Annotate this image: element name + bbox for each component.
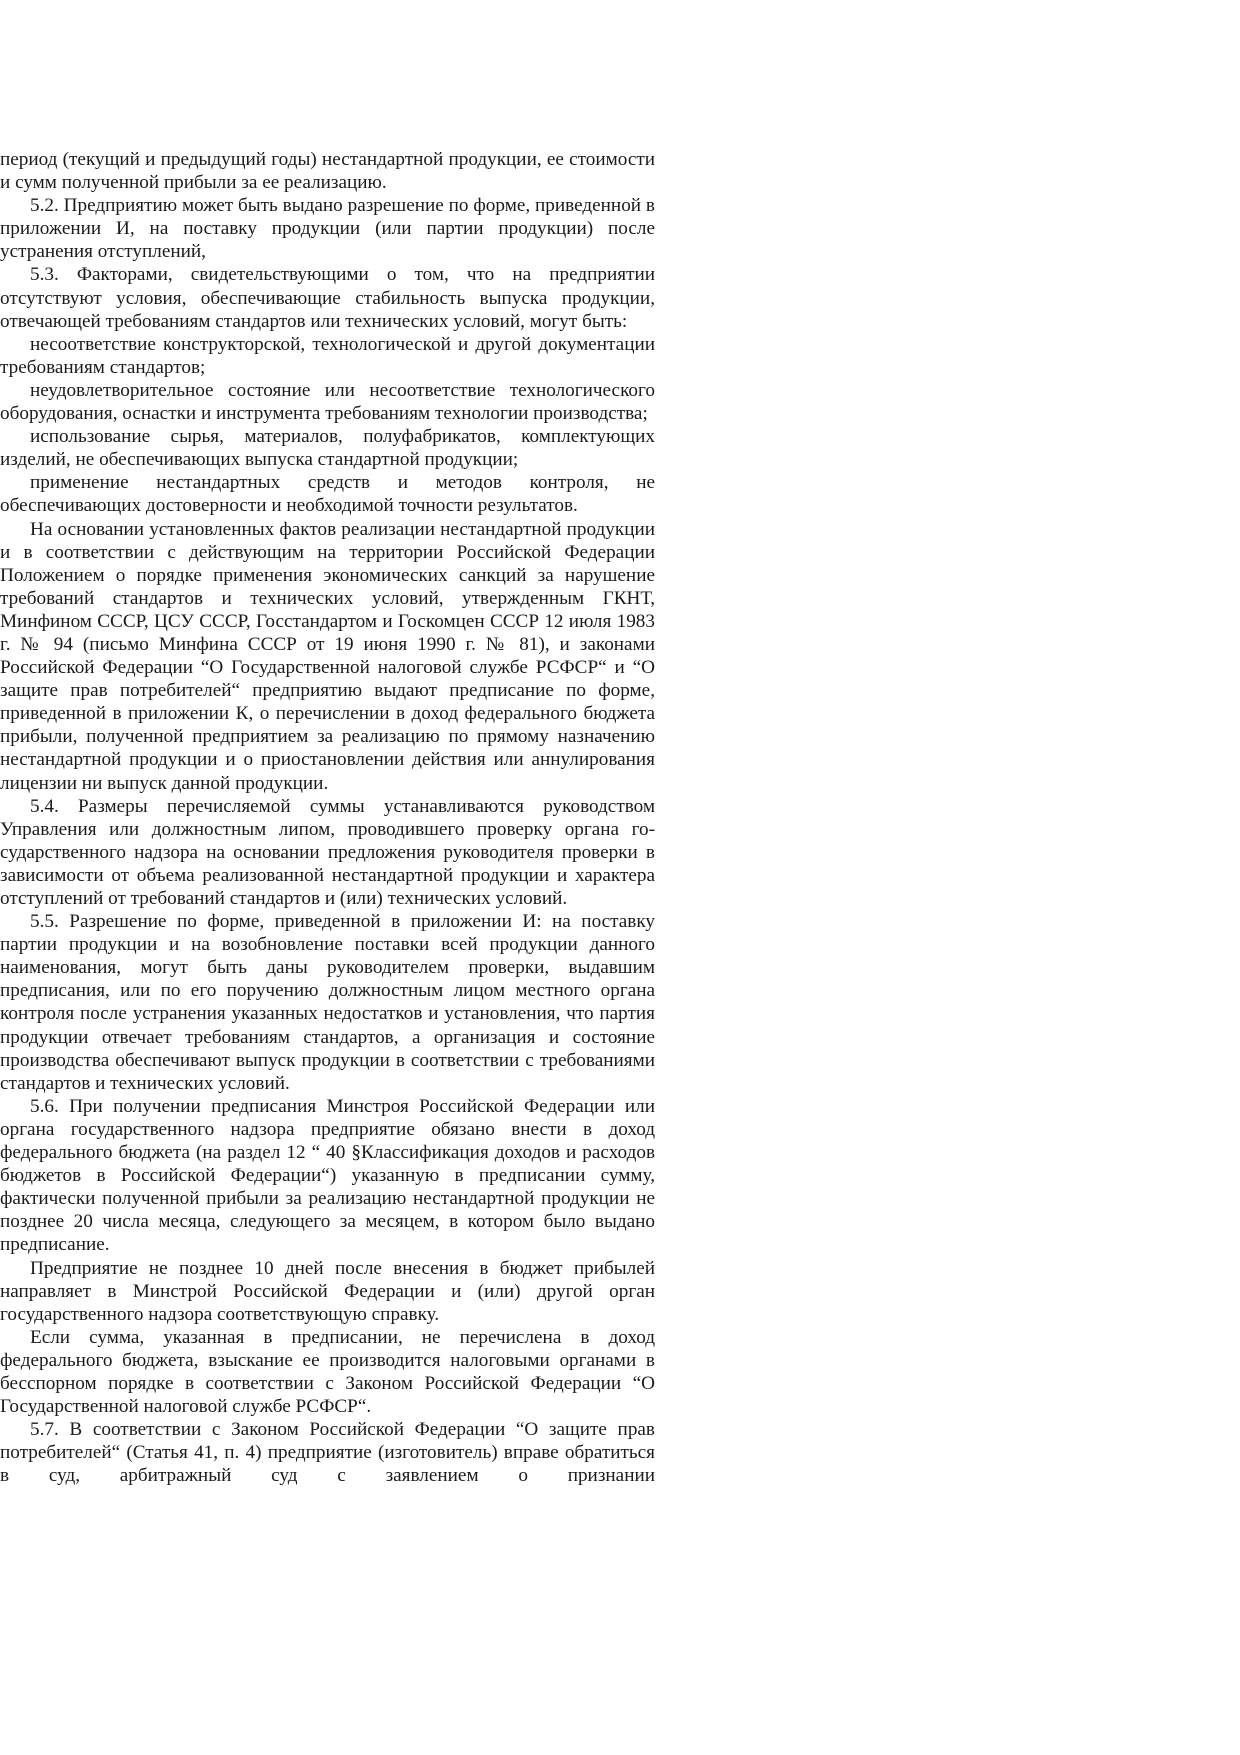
paragraph-sanctions: На основании установленных фактов реализации нестандартной продукции и в соответствии с действующим на территории Российской Федерации Положением о порядке применения экономических санкций за нарушение требований стандартов и технических условий, утвержденным ГКНТ, Минфином СССР, ЦСУ СССР, Госстандартом и Госкомцен СССР 12 июля 1983 г. № 94 (письмо Минфина СССР от 19 июня 1990 г. № 81), и законами Российской Федерации “О Государственной налоговой службе РСФСР“ и “О защите прав потребителей“ предприятию выдают предписание по форме, приведенной в приложении К, о перечислении в доход федерального бюджета прибыли, полученной предприятием за реализацию по прямому назначению нестандартной продукции и о приостановлении действия или аннулирования лицензии ни выпуск данной продукции. xyxy=(0,518,655,794)
document-page xyxy=(0,148,655,1487)
list-item-equipment: неудовлетворительное состояние или несоответствие технологического оборудования, оснастки и инструмента требованиям технологии производства; xyxy=(0,379,655,425)
paragraph-5-6: 5.6. При получении предписания Минстроя Российской Федерации или органа государственного надзора предприятие обязано внести в доход федерального бюджета (на раздел 12 “ 40 §Классификация доходов и расходов бюджетов в Российской Федерации“) указанную в предписании сумму, фактически полученной прибыли за реализацию нестандартной продукции не позднее 20 числа месяца, следующего за месяцем, в котором было выдано предписание. xyxy=(0,1095,655,1256)
paragraph-5-5: 5.5. Разрешение по форме, приведенной в приложении И: на поставку партии продукции и на возобновление поставки всей продукции данного наименования, могут быть даны руководителем проверки, выдавшим предписания, или по его поручению должностным лицом местного органа контроля после устранения указанных недостатков и установления, что партия продукции отвечает требованиям стандартов, а организация и состояние производства обеспечивают выпуск продукции в соответствии с требованиями стандартов и технических условий. xyxy=(0,911,655,1094)
paragraph-5-7: 5.7. В соответствии с Законом Российской Федерации “О защите прав потребителей“ (Статья 41, п. 4) предприятие (изготовитель) вправе обратиться в суд, арбитражный суд с заявлением о признании xyxy=(0,1419,655,1487)
list-item-materials: использование сырья, материалов, полуфабрикатов, комплектующих изделий, не обеспечивающих выпуска стандартной продукции; xyxy=(0,426,655,471)
paragraph-1: период (текущий и предыдущий годы) нестандартной продукции, ее стоимости и сумм полученной прибыли за ее реализацию. xyxy=(0,149,655,194)
paragraph-report: Предприятие не позднее 10 дней после внесения в бюджет прибылей направляет в Минстрой Российской Федерации и (или) другой орган государственного надзора соответствующую справку. xyxy=(0,1257,655,1325)
list-item-control-methods: применение нестандартных средств и методов контроля, не обеспечивающих достоверности и необходимой точности результатов. xyxy=(0,472,655,517)
paragraph-collection: Если сумма, указанная в предписании, не перечислена в доход федерального бюджета, взыскание ее производится налоговыми органами в бесспорном порядке в соответствии с Законом Российской Федерации “О Государственной налоговой службе РСФСР“. xyxy=(0,1326,655,1418)
paragraph-5-4: 5.4. Размеры перечисляемой суммы устанавливаются руководством Управления или должностным липом, проводившего проверку органа государственного надзора на основании предложения руководителя проверки в зависимости от объема реализованной нестандартной продукции и характера отступлений от требований стандартов и (или) технических условий. xyxy=(0,795,655,909)
list-item-documentation: несоответствие конструкторской, технологической и другой документации требованиям стандартов; xyxy=(0,333,655,378)
paragraph-5-3: 5.3. Факторами, свидетельствующими о том, что на предприятии отсутствуют условия, обеспечивающие стабильность выпуска продукции, отвечающей требованиям стандартов или технических условий, могут быть: xyxy=(0,264,655,332)
paragraph-5-2: 5.2. Предприятию может быть выдано разрешение по форме, приведенной в приложении И, на поставку продукции (или партии продукции) после устранения отступлений, xyxy=(0,195,655,263)
